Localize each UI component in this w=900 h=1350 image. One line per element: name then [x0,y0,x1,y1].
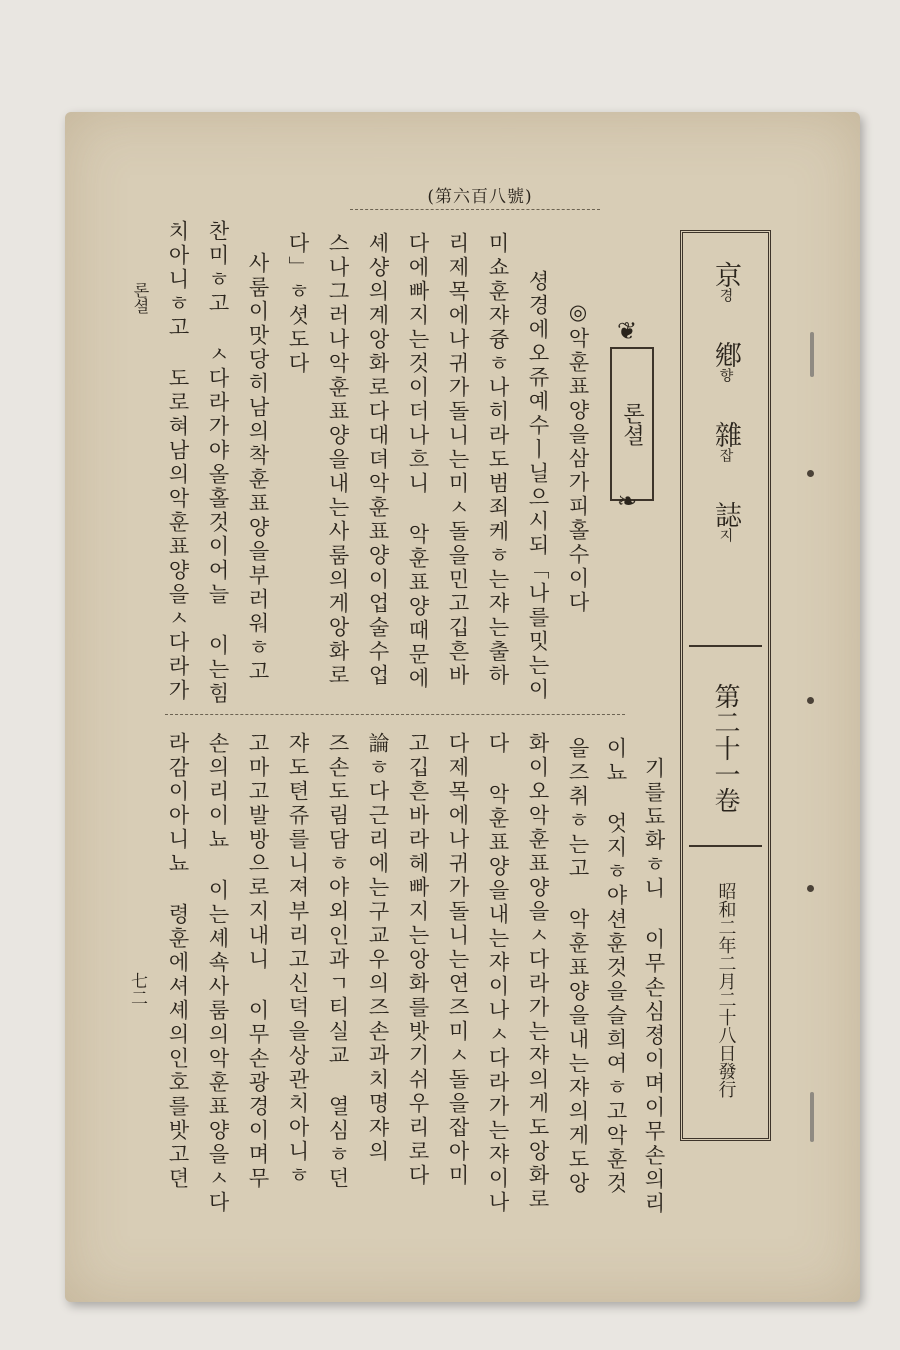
text-column: 사룸이맛당히남의착훈표양을부러워ㅎ고 [246,252,270,684]
page-number: 七二 [127,972,147,1006]
text-column: 다」ㅎ셧도다 [286,232,310,376]
text-column: 미쇼훈쟈즁ㅎ나히라도범죄케ㅎ는쟈는출하 [486,232,510,688]
masthead-title-2: 鄕 향 [710,340,741,382]
masthead-title-1: 京 경 [710,260,741,302]
binding-hole [807,697,814,704]
text-column: 다 악훈표양을내는쟈이나ㅅ다라가는쟈이나 [486,732,510,1215]
text-column: 리제목에나귀가돌니는미ㅅ돌을민고깁흔바 [446,232,470,688]
masthead-title-4: 誌 지 [710,500,741,542]
ornament-icon: ❧ [617,487,638,515]
masthead-rule [689,645,762,647]
text-column: 論ㅎ다근리에는구교우의즈손과치명쟈의 [366,732,390,1164]
text-column: 스나그러나악훈표양을내는사룸의게앙화로 [326,232,350,688]
masthead-volume: 第二十一卷 [710,683,740,813]
masthead-rule [689,845,762,847]
text-column: 다제목에나귀가돌니는연즈미ㅅ돌을잡아미 [446,732,470,1188]
text-column: 화이오악훈표양을ㅅ다라가는쟈의게도앙화로 [526,732,550,1212]
issue-number: (第六百八號) [427,187,533,207]
text-column: 쟈도텬쥬를니져부리고신덕을상관치아니ㅎ [286,732,310,1188]
text-column: 즈손도림담ㅎ야외인과ㄱ티실교 열심ㅎ던 [326,732,350,1191]
text-column: 고깁흔바라헤빠지는앙화를밧기쉬우리로다 [406,732,430,1188]
running-title: 론셜 [131,282,150,314]
text-column: 이뇨 엇지ㅎ야션훈것을슬희여ㅎ고악훈것 [604,737,628,1196]
section-heading: 론셜 [610,347,654,501]
text-column: 셰샹의계앙화로다대뎌악훈표양이업술수업 [366,232,390,688]
ornament-icon: ❦ [617,317,638,345]
staple [810,1092,814,1142]
text-column: 손의리이뇨 이는셰쇽사룸의악훈표양을ㅅ다 [206,732,230,1215]
masthead-date: 昭和二年二月二十八日發行 [715,882,737,1098]
masthead-box [680,230,771,1141]
header-rule [350,209,600,210]
text-column: 라감이아니뇨 령훈에셔셰의인호를밧고뎐 [166,732,190,1191]
staple [810,332,814,377]
text-column: ◎악훈표양을삼가피홀수이다 [566,300,590,615]
text-column: 기를됴화ㅎ니 이무손심졍이며이무손의리 [642,757,666,1216]
text-column: 고마고발방으로지내니 이무손광경이며무 [246,732,270,1191]
masthead-title-3: 雜 잡 [710,420,741,462]
text-column: 다에빠지는것이더나흐니 악훈표양때문에 [406,232,430,691]
binding-hole [807,470,814,477]
document-page [65,112,860,1302]
text-column: 을즈취ㅎ는고 악훈표양을내는쟈의게도앙 [566,737,590,1196]
binding-hole [807,885,814,892]
text-column: 셩경에오쥬예수ㅣ닐으시되「나를밋는이 [526,270,550,702]
column-divider [165,714,625,715]
text-column: 치아니ㅎ고 도로혀남의악훈표양을ㅅ다라가 [166,220,190,703]
text-column: 찬미ㅎ고 ㅅ다라가야올홀것이어늘 이는힘 [206,220,230,706]
